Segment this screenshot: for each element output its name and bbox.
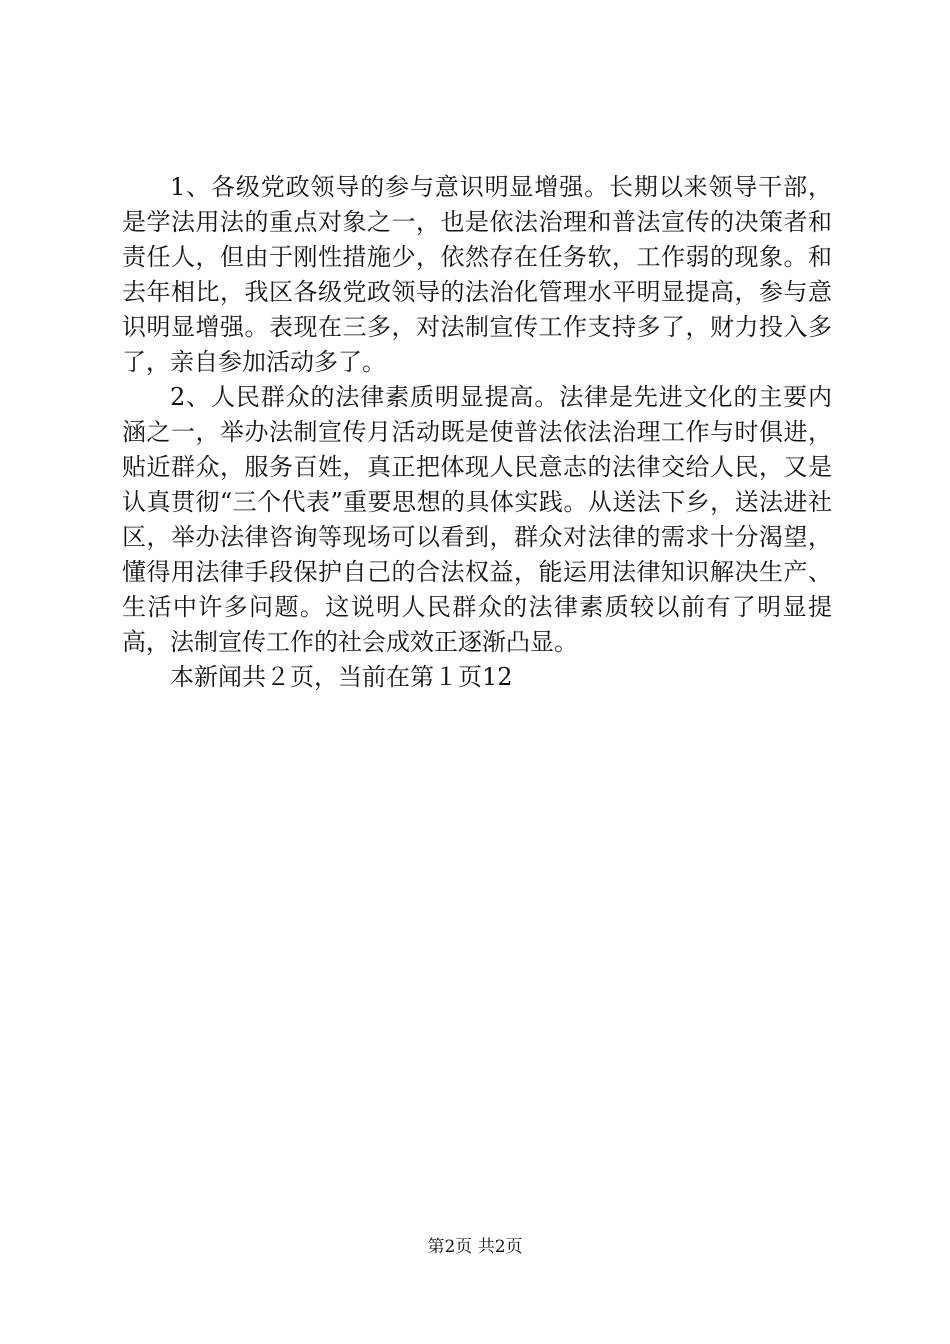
document-body [122,170,832,695]
page-footer: 第2页 共2页 [427,1237,523,1257]
paragraph-party-leadership: 1、各级党政领导的参与意识明显增强。长期以来领导干部，是学法用法的重点对象之一，也是依法治理和普法宣传的决策者和责任人，但由于刚性措施少，依然存在任务软，工作弱的现象。和去年相比，我区各级党政领导的法治化管理水平明显提高，参与意识明显增强。表现在三多，对法制宣传工作支持多了，财力投入多了，亲自参加活动多了。 [122,173,832,376]
paragraph-legal-literacy: 2、人民群众的法律素质明显提高。法律是先进文化的主要内涵之一，举办法制宣传月活动既是使普法依法治理工作与时俱进，贴近群众，服务百姓，真正把体现人民意志的法律交给人民，又是认真贯彻“三个代表”重要思想的具体实践。从送法下乡，送法进社区，举办法律咨询等现场可以看到，群众对法律的需求十分渴望，懂得用法律手段保护自己的合法权益，能运用法律知识解决生产、生活中许多问题。这说明人民群众的法律素质较以前有了明显提高，法制宣传工作的社会成效正逐渐凸显。 [122,383,832,656]
paragraph-page-indicator: 本新闻共２页，当前在第１页12 [170,663,513,691]
